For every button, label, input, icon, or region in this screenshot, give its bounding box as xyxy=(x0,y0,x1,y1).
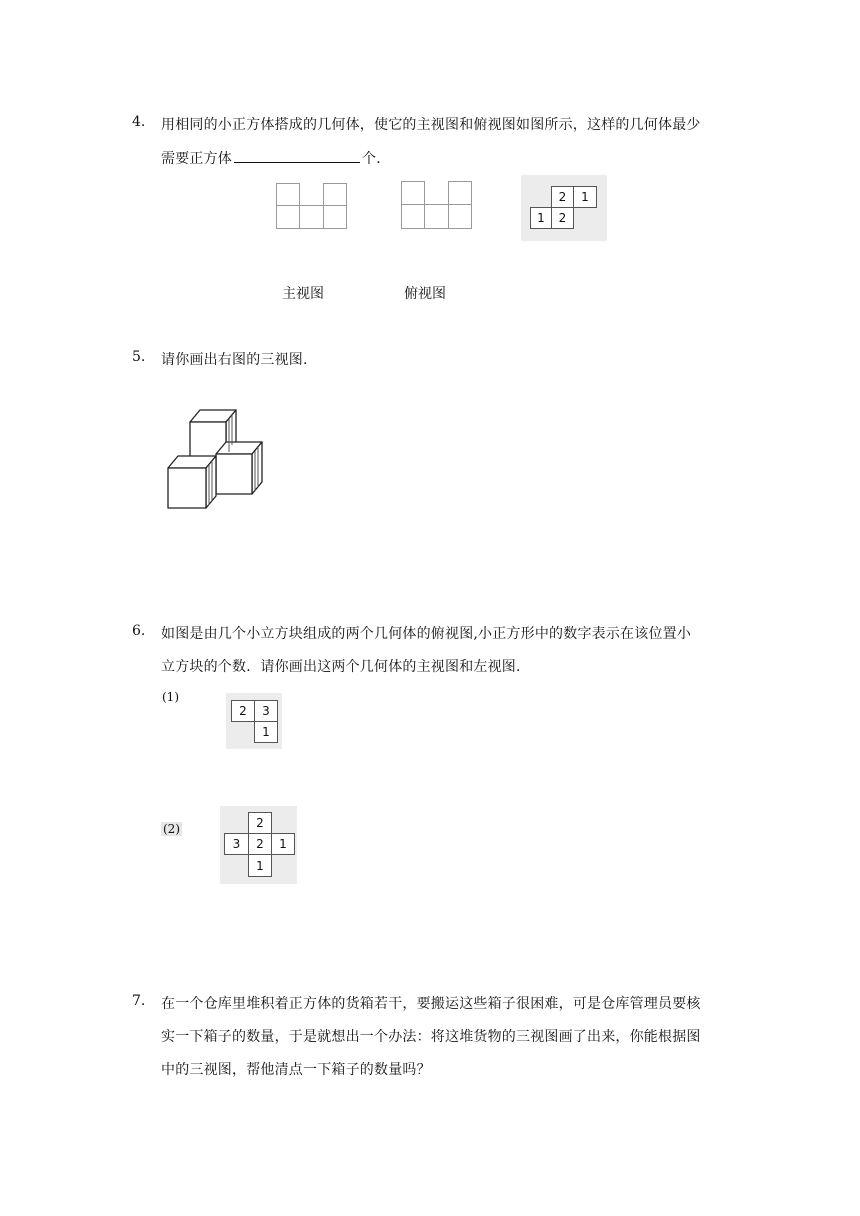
grid-cell: 1 xyxy=(271,833,295,855)
grid-cell xyxy=(401,204,425,229)
grid-cell xyxy=(401,181,425,205)
grid-cell xyxy=(448,204,472,229)
grid-cell xyxy=(323,183,347,206)
grid-cell: 3 xyxy=(224,833,249,855)
grid-cell: 2 xyxy=(231,700,255,722)
part-2-label: (2) xyxy=(163,822,180,836)
line-prefix: 需要正方体 xyxy=(161,151,232,167)
question-text-line-2: 立方块的个数．请你画出这两个几何体的主视图和左视图. xyxy=(161,659,521,675)
cube-face xyxy=(168,468,206,508)
grid-cell: 2 xyxy=(248,833,272,855)
top-view-caption: 俯视图 xyxy=(404,286,446,302)
question-text: 请你画出右图的三视图. xyxy=(161,352,308,368)
grid-cell xyxy=(299,205,324,229)
question-number: 6. xyxy=(132,623,146,639)
grid-cell: 2 xyxy=(551,207,574,229)
question-text-line-2: 实一下箱子的数量，于是就想出一个办法：将这堆货物的三视图画了出来，你能根据图 xyxy=(161,1029,701,1045)
grid-cell xyxy=(276,205,300,229)
grid-cell xyxy=(424,204,449,229)
question-text-line-1: 在一个仓库里堆积着正方体的货箱若干，要搬运这些箱子很困难，可是仓库管理员要核 xyxy=(161,996,701,1012)
grid-cell xyxy=(448,181,472,205)
question-text-line-1: 用相同的小正方体搭成的几何体，使它的主视图和俯视图如图所示，这样的几何体最少 xyxy=(161,117,701,133)
front-view-caption: 主视图 xyxy=(282,286,324,302)
grid-cell: 1 xyxy=(248,854,272,877)
grid-cell: 3 xyxy=(254,700,278,722)
part-1-label: (1) xyxy=(162,690,179,704)
cube-stack-figure xyxy=(160,400,280,518)
grid-cell: 1 xyxy=(573,186,597,208)
grid-cell xyxy=(323,205,347,229)
question-number: 5. xyxy=(132,349,146,365)
grid-cell: 1 xyxy=(530,207,552,229)
question-text-line-3: 中的三视图，帮他清点一下箱子的数量吗？ xyxy=(161,1062,431,1078)
question-text-line-1: 如图是由几个小立方块组成的两个几何体的俯视图,小正方形中的数字表示在该位置小 xyxy=(161,626,692,642)
line-suffix: 个. xyxy=(362,151,381,167)
question-number: 4. xyxy=(132,114,146,130)
cube-face xyxy=(216,454,252,494)
grid-cell: 2 xyxy=(248,812,272,834)
grid-cell: 1 xyxy=(254,721,278,743)
question-number: 7. xyxy=(132,993,146,1009)
answer-blank[interactable] xyxy=(234,148,360,163)
grid-cell: 2 xyxy=(551,186,574,208)
grid-cell xyxy=(276,183,300,206)
question-text-line-2 xyxy=(161,148,381,168)
